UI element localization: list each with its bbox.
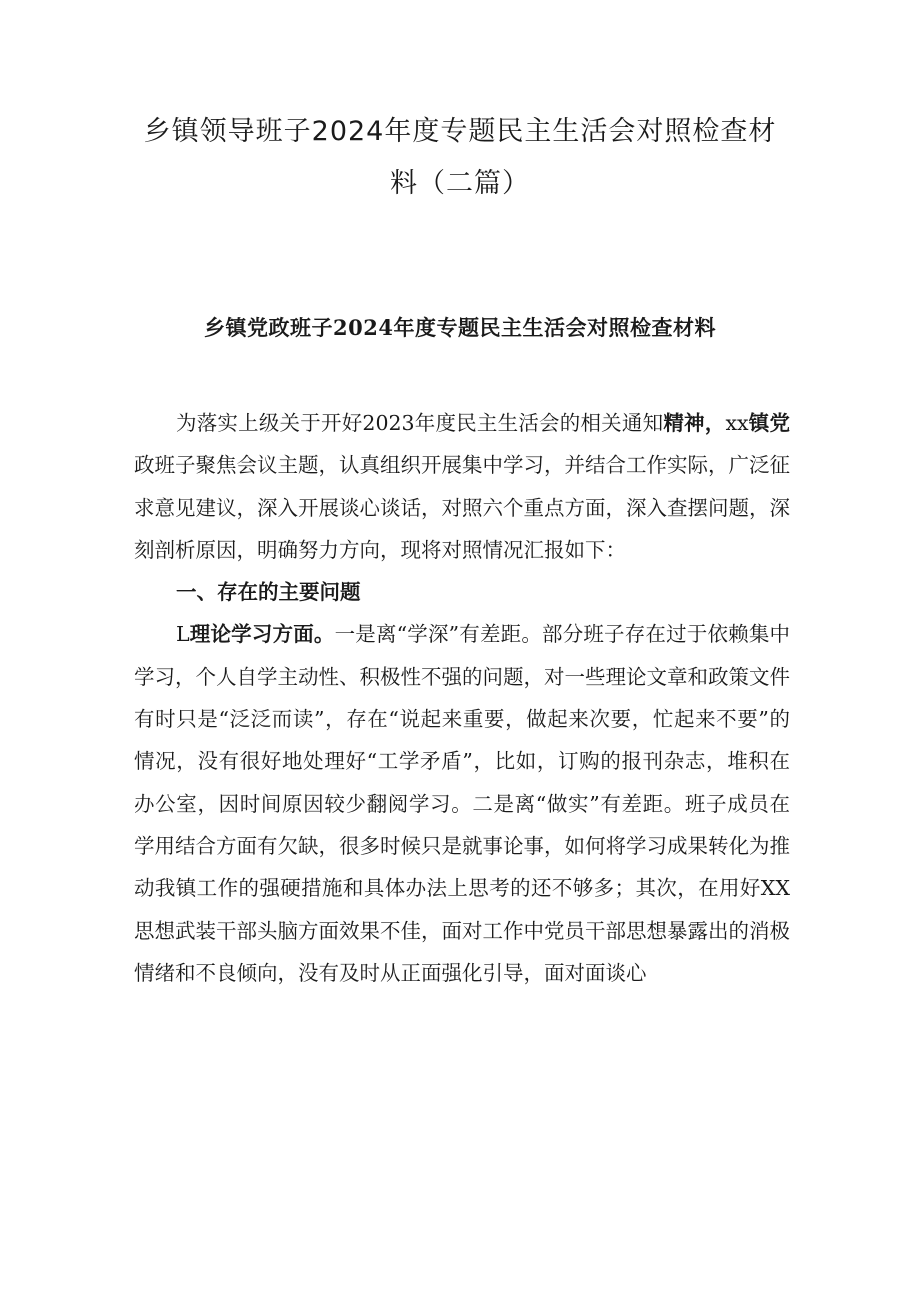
section-heading-main-problems: 一、存在的主要问题 — [176, 580, 361, 605]
document-title-line-2: 料（二篇） — [390, 168, 530, 199]
item-1-prefix: L — [176, 622, 190, 647]
item-1-heading: 理论学习方面。 — [189, 622, 335, 647]
intro-text-part-3: 政班子聚焦会议主题，认真组织开展集中学习，并结合工作实际，广泛征求意见建议，深入开展谈心谈话，对照六个重点方面，深入查摆问题，深刻剖析原因，明确努力方向，现将对照情况汇报如下： — [134, 453, 790, 562]
intro-bold-2: 镇党 — [748, 411, 791, 435]
document-title-line-1: 乡镇领导班子2024年度专题民主生活会对照检查材 — [143, 116, 777, 147]
intro-paragraph — [134, 402, 790, 571]
intro-text-part-2: xx — [725, 411, 749, 435]
item-1-text: 一是离“学深”有差距。部分班子存在过于依赖集中学习，个人自学主动性、积极性不强的问题，对一些理论文章和政策文件有时只是“泛泛而读”，存在“说起来重要，做起来次要，忙起来不要”的情况，没有很好地处理好“工学矛盾”，比如，订购的报刊杂志，堆积在办公室，因时间原因较少翻阅学习。二是离“做实”有差距。班子成员在学用结合方面有欠缺，很多时候只是就事论事，如何将学习成果转化为推动我镇工作的强硬措施和具体办法上思考的还不够多；其次，在用好XX思想武装干部头脑方面效果不佳，面对工作中党员干部思想暴露出的消极情绪和不良倾向，没有及时从正面强化引导，面对面谈心 — [134, 622, 791, 985]
intro-bold-1: 精神， — [663, 411, 726, 435]
document-title — [130, 106, 790, 210]
document-body — [134, 402, 790, 994]
section-subtitle: 乡镇党政班子2024年度专题民主生活会对照检查材料 — [204, 315, 716, 340]
item-1-paragraph — [134, 613, 790, 994]
intro-text-part-1: 为落实上级关于开好2023年度民主生活会的相关通知 — [176, 411, 664, 435]
